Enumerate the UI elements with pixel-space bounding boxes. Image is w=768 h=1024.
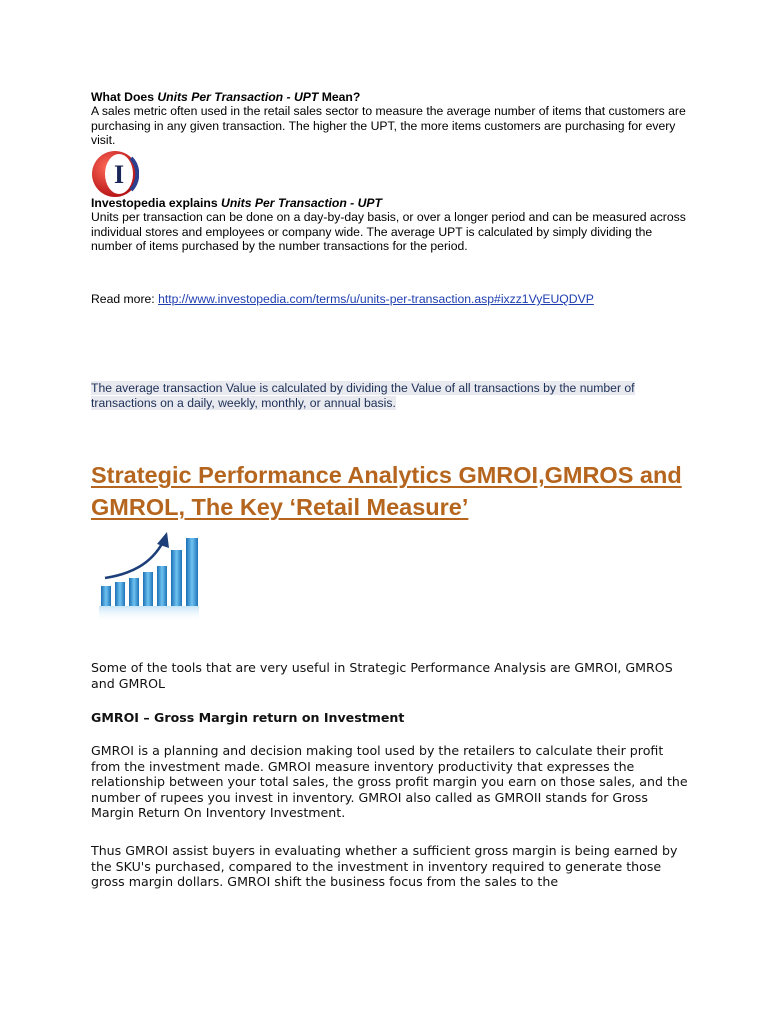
- gmroi-subheading: GMROI – Gross Margin return on Investment: [91, 710, 405, 725]
- growth-chart-image: [91, 524, 203, 626]
- read-more: [91, 292, 594, 307]
- gmroi-paragraph-1: GMROI is a planning and decision making tool used by the retailers to calculate their profit from the investment made. GMROI measure inventory productivity that expresses the relationship between your total sales, the gross profit margin you earn on those sales, and the number of rupees you invest in inventory. GMROI also called as GMROII stands for Gross Margin Return On Inventory Investment.: [91, 743, 688, 821]
- upt-question-title: What Does Units Per Transaction - UPT Mean?: [91, 90, 361, 104]
- upt-explains-term: Units Per Transaction - UPT: [221, 196, 383, 210]
- read-more-label: Read more:: [91, 292, 159, 306]
- atv-paragraph: [91, 381, 681, 410]
- upt-explains-title: Investopedia explains Units Per Transaction - UPT: [91, 196, 383, 210]
- investopedia-logo-icon: [91, 150, 139, 198]
- upt-definition: A sales metric often used in the retail sales sector to measure the average number of items that customers are purchasing in any given transaction. The higher the UPT, the more items customers are purchasing for every visit.: [91, 104, 686, 148]
- upt-term: Units Per Transaction - UPT: [157, 90, 319, 104]
- atv-text: The average transaction Value is calculated by dividing the Value of all transactions by the number of transactions on a daily, weekly, monthly, or annual basis.: [91, 381, 635, 410]
- gmroi-intro: Some of the tools that are very useful in Strategic Performance Analysis are GMROI, GMROS and GMROL: [91, 660, 673, 691]
- gmroi-paragraph-2: Thus GMROI assist buyers in evaluating whether a sufficient gross margin is being earned by the SKU's purchased, compared to the investment in inventory required to generate those gross margin dollars. GMROI shift the business focus from the sales to the: [91, 843, 678, 890]
- logo-letter: I: [113, 160, 125, 189]
- read-more-link[interactable]: http://www.investopedia.com/terms/u/units-per-transaction.asp#ixzz1VyEUQDVP: [158, 292, 594, 306]
- upt-explanation: Units per transaction can be done on a day-by-day basis, or over a longer period and can be measured across individual stores and employees or company wide. The average UPT is calculated by simply dividing the number of items purchased by the number transactions for the period.: [91, 210, 686, 254]
- gmroi-section-heading[interactable]: Strategic Performance Analytics GMROI,GMROS and GMROL, The Key ‘Retail Measure’: [91, 462, 682, 520]
